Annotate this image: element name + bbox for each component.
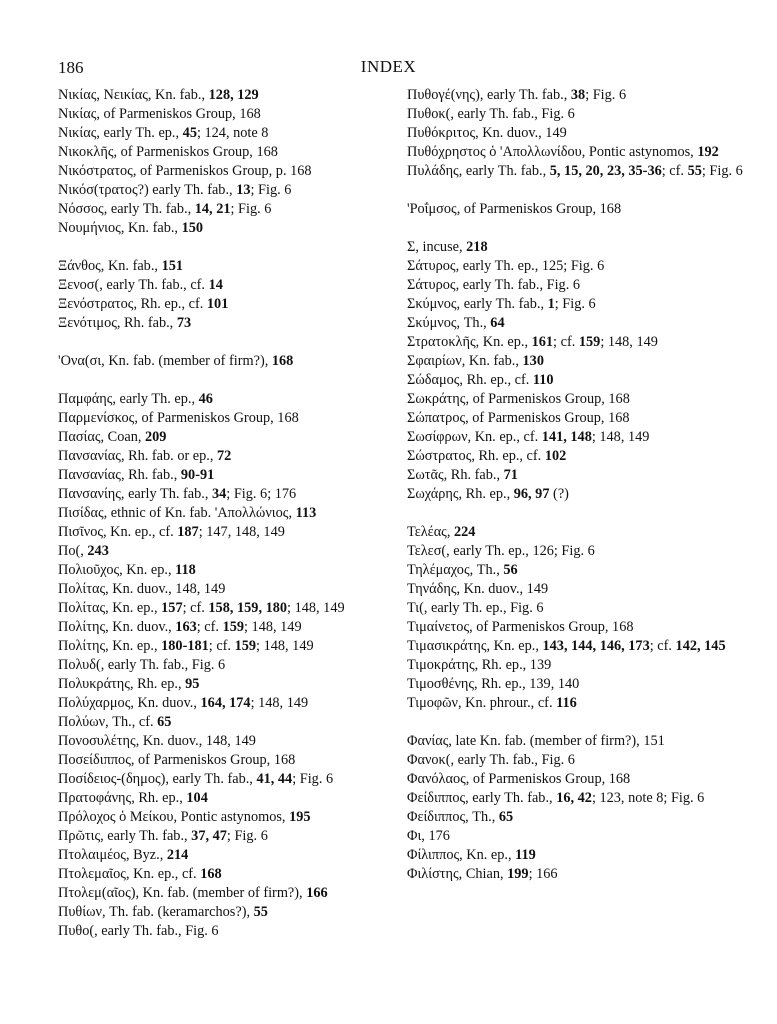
index-entry [58,542,390,561]
page-reference-bold: 209 [145,429,167,445]
page-reference-bold: 130 [522,353,544,369]
entry-text: ; 123, note 8; Fig. 6 [591,790,705,806]
index-entry [407,390,747,409]
index-entry [407,675,747,694]
index-entry [58,675,390,694]
page-reference-bold: 243 [87,543,109,559]
page-reference-bold: 218 [466,239,488,255]
index-entry [407,789,747,808]
index-entry [58,143,390,162]
page-reference-bold: 159 [234,638,257,654]
page-reference-bold: 141, 148 [541,429,592,445]
page-reference-bold: 119 [515,847,536,863]
entry-text: Τελέας, [407,524,454,540]
entry-text: Παρμενίσκος, of Parmeniskos Group, 168 [58,410,299,426]
index-entry [407,409,747,428]
entry-text: Φανοκ(, early Th. fab., Fig. 6 [407,752,575,768]
entry-text: Σώπατρος, of Parmeniskos Group, 168 [407,410,630,426]
page-reference-bold: 46 [198,391,213,407]
index-entry [407,808,747,827]
entry-text: Πρατοφάνης, Rh. ep., [58,790,187,806]
page-reference-bold: 55 [687,163,702,179]
index-entry [407,333,747,352]
page-reference-bold: 113 [295,505,317,521]
entry-text: Πτολαιμέος, Byz., [58,847,167,863]
entry-text: Σ, incuse, [407,239,467,255]
index-entry [58,124,390,143]
index-entry [407,580,747,599]
entry-text: Σωτᾶς, Rh. fab., [407,467,504,483]
entry-text: ; 148, 149 [250,695,309,711]
index-entry [58,314,390,333]
entry-text: Πολιοῦχος, Kn. ep., [58,562,176,578]
entry-text: ; 166 [528,866,558,882]
page-reference-bold: 104 [186,790,208,806]
entry-text: Πυλάδης, early Th. fab., [407,163,550,179]
entry-spacer [407,181,747,200]
index-entry [407,694,747,713]
entry-text: ; 148, 149 [256,638,314,654]
index-entry [58,846,390,865]
entry-text: Φείδιππος, Th., [407,809,499,825]
index-entry [407,751,747,770]
entry-text: Πανσανίας, Rh. fab. or ep., [58,448,218,464]
index-entry [58,694,390,713]
page-reference-bold: 180-181 [161,638,209,654]
index-entry [407,447,747,466]
index-entry [58,789,390,808]
index-entry [407,257,747,276]
entry-text: Φανίας, late Kn. fab. (member of firm?), 151 [407,733,665,749]
index-entry [58,922,390,941]
page-reference-bold: 14 [208,277,223,293]
entry-text: Ξενόστρατος, Rh. ep., cf. [58,296,207,312]
page-reference-bold: 95 [185,676,200,692]
index-entry [407,485,747,504]
index-column-left [58,86,390,941]
entry-spacer [407,219,747,238]
entry-text: Σώδαμος, Rh. ep., cf. [407,372,533,388]
index-entry [407,86,747,105]
index-entry [407,618,747,637]
index-entry [58,352,390,371]
page-reference-bold: 143, 144, 146, 173 [542,638,650,654]
index-entry [407,770,747,789]
entry-text: Πασίας, Coan, [58,429,145,445]
page-reference-bold: 192 [697,144,719,160]
entry-spacer [58,371,390,390]
index-entry [58,162,390,181]
index-entry [58,580,390,599]
entry-text: Σάτυρος, early Th. ep., 125; Fig. 6 [407,258,605,274]
page-reference-bold: 72 [217,448,232,464]
entry-text: Παμφάης, early Th. ep., [58,391,199,407]
entry-spacer [58,333,390,352]
page-reference-bold: 110 [532,372,554,388]
index-entry [58,713,390,732]
entry-text: ; cf. [553,334,579,350]
index-entry [58,656,390,675]
page-reference-bold: 128, 129 [208,87,259,103]
index-entry [407,352,747,371]
index-entry [58,447,390,466]
entry-text: Νουμήνιος, Kn. fab., [58,220,182,236]
entry-text: ; cf. [208,638,235,654]
index-entry [407,200,747,219]
index-entry [58,390,390,409]
entry-text: ; 148, 149 [244,619,302,635]
index-entry [407,295,747,314]
entry-text: Πολίτας, Kn. ep., [58,600,162,616]
entry-text: Σκύμνος, Th., [407,315,491,331]
page-reference-bold: 214 [166,847,189,863]
page-reference-bold: 102 [544,448,567,464]
entry-text: Σωχάρης, Rh. ep., [407,486,514,502]
entry-text: Πολίτης, Kn. duov., [58,619,176,635]
page-reference-bold: 34 [211,486,227,502]
index-entry [407,276,747,295]
entry-text: Πυθόχρηστος ὁ 'Απολλωνίδου, Pontic astynomos, [407,144,698,160]
index-entry [407,656,747,675]
page-reference-bold: 168 [271,353,294,369]
index-entry [58,770,390,789]
entry-text: Πολίτας, Kn. duov., 148, 149 [58,581,226,597]
page-reference-bold: 161 [531,334,554,350]
page-reference-bold: 45 [182,125,197,141]
index-entry [58,86,390,105]
entry-text: Φίλιππος, Kn. ep., [407,847,516,863]
page-reference-bold: 90-91 [180,467,215,483]
index-entry [407,162,747,181]
entry-text: Σώστρατος, Rh. ep., cf. [407,448,545,464]
entry-text: Πανσανίης, early Th. fab., [58,486,212,502]
entry-text: Φι, 176 [407,828,450,844]
page-reference-bold: 13 [236,182,251,198]
entry-text: Πυθο(, early Th. fab., Fig. 6 [58,923,219,939]
index-entry [58,485,390,504]
index-entry [58,751,390,770]
entry-text: Τιμοσθένης, Rh. ep., 139, 140 [407,676,580,692]
entry-text: Πυθογέ(νης), early Th. fab., [407,87,571,103]
page-reference-bold: 158, 159, 180 [208,600,288,616]
index-entry [407,827,747,846]
entry-text: Σκύμνος, early Th. fab., [407,296,548,312]
entry-text: Πυθοκ(, early Th. fab., Fig. 6 [407,106,575,122]
page-number: 186 [58,58,84,77]
entry-text: Σφαιρίων, Kn. fab., [407,353,523,369]
entry-text: ; Fig. 6; 176 [226,486,297,502]
entry-text: Ποσείδιππος, of Parmeniskos Group, 168 [58,752,296,768]
page-reference-bold: 151 [161,258,184,274]
index-entry [58,200,390,219]
page-reference-bold: 41, 44 [256,771,293,787]
entry-text: Πρῶτις, early Th. fab., [58,828,192,844]
entry-text: Πτολεμαῖος, Kn. ep., cf. [58,866,201,882]
entry-text: Πισίδας, ethnic of Kn. fab. 'Απολλώνιος, [58,505,296,521]
page-reference-bold: 101 [206,296,229,312]
entry-text: Σωσίφρων, Kn. ep., cf. [407,429,542,445]
page-reference-bold: 55 [253,904,268,920]
index-entry [407,238,747,257]
index-entry [407,143,747,162]
entry-text: Τι(, early Th. ep., Fig. 6 [407,600,544,616]
entry-text: 'Ροΐμσος, of Parmeniskos Group, 168 [407,201,622,217]
page-reference-bold: 163 [175,619,197,635]
entry-text: Ποσίδειος-(δημος), early Th. fab., [58,771,257,787]
index-entry [407,846,747,865]
entry-text: Πολυκράτης, Rh. ep., [58,676,186,692]
page-reference-bold: 142, 145 [675,638,726,654]
index-entry [407,599,747,618]
entry-text: ; Fig. 6 [292,771,334,787]
page-reference-bold: 195 [289,809,311,825]
page-reference-bold: 159 [222,619,245,635]
page-reference-bold: 64 [490,315,505,331]
index-entry [407,561,747,580]
index-entry [58,599,390,618]
entry-text: Νικόστρατος, of Parmeniskos Group, p. 168 [58,163,312,179]
page-reference-bold: 96, 97 [513,486,550,502]
entry-text: Τιμασικράτης, Kn. ep., [407,638,543,654]
entry-text: Πανσανίας, Rh. fab., [58,467,181,483]
index-entry [407,314,747,333]
entry-text: Πολύων, Th., cf. [58,714,158,730]
entry-text: Ξενοσ(, early Th. fab., cf. [58,277,209,293]
entry-text: Νόσσος, early Th. fab., [58,201,195,217]
page-reference-bold: 157 [161,600,183,616]
entry-text: ; 148, 149 [591,429,650,445]
index-entry [58,295,390,314]
index-entry [58,181,390,200]
index-entry [58,637,390,656]
index-entry [407,371,747,390]
index-entry [58,504,390,523]
entry-text: Στρατοκλῆς, Kn. ep., [407,334,532,350]
entry-text: ; Fig. 6 [230,201,272,217]
index-entry [407,542,747,561]
entry-text: Πολίτης, Kn. ep., [58,638,162,654]
page-reference-bold: 38 [570,87,586,103]
page-reference-bold: 164, 174 [200,695,251,711]
entry-text: Πονοσυλέτης, Kn. duov., 148, 149 [58,733,256,749]
entry-spacer [58,238,390,257]
page-reference-bold: 224 [454,524,476,540]
index-entry [407,637,747,656]
page-reference-bold: 116 [556,695,577,711]
index-entry [58,808,390,827]
entry-text: Πτολεμ(αῖος), Kn. fab. (member of firm?), [58,885,307,901]
index-entry [407,865,747,884]
entry-text: ; cf. [649,638,676,654]
page-reference-bold: 14, 21 [194,201,231,217]
entry-text: Νικόσ(τρατος?) early Th. fab., [58,182,237,198]
page-reference-bold: 159 [578,334,601,350]
entry-text: Τιμαίνετος, of Parmeniskos Group, 168 [407,619,634,635]
page-reference-bold: 16, 42 [556,790,592,806]
entry-text: ; 124, note 8 [196,125,269,141]
page-reference-bold: 168 [200,866,222,882]
page-reference-bold: 71 [503,467,518,483]
entry-text: ; Fig. 6 [585,87,627,103]
entry-text: Φανόλαος, of Parmeniskos Group, 168 [407,771,631,787]
index-entry [58,732,390,751]
entry-text: Πο(, [58,543,88,559]
entry-text: Νικίας, early Th. ep., [58,125,183,141]
index-entry [58,903,390,922]
entry-text: Φείδιππος, early Th. fab., [407,790,557,806]
index-entry [407,732,747,751]
entry-text: Πολυδ(, early Th. fab., Fig. 6 [58,657,226,673]
index-column-right [407,86,747,884]
page-reference-bold: 65 [498,809,514,825]
entry-text: Ξενότιμος, Rh. fab., [58,315,177,331]
page-title: INDEX [360,57,417,76]
page-reference-bold: 187 [177,524,199,540]
index-entry [58,105,390,124]
entry-text: Πρόλοχος ὁ Μείκου, Pontic astynomos, [58,809,290,825]
entry-text: Φιλίστης, Chian, [407,866,508,882]
index-entry [407,523,747,542]
page-reference-bold: 166 [306,885,328,901]
index-entry [58,884,390,903]
page-reference-bold: 1 [547,296,555,312]
index-entry [58,523,390,542]
entry-text: Πισῖνος, Kn. ep., cf. [58,524,178,540]
entry-text: ; Fig. 6 [554,296,596,312]
entry-text: ; Fig. 6 [250,182,292,198]
entry-text: Ξάνθος, Kn. fab., [58,258,162,274]
entry-text: Σάτυρος, early Th. fab., Fig. 6 [407,277,580,293]
index-entry [58,466,390,485]
entry-text: Νικίας, Νεικίας, Kn. fab., [58,87,209,103]
entry-text: Τιμοφῶν, Kn. phrour., cf. [407,695,557,711]
page-reference-bold: 65 [157,714,172,730]
index-entry [58,409,390,428]
index-entry [407,428,747,447]
entry-text: ; 148, 149 [287,600,345,616]
entry-spacer [407,713,747,732]
entry-text: Πολύχαρμος, Kn. duov., [58,695,201,711]
index-entry [58,561,390,580]
page-reference-bold: 73 [176,315,192,331]
index-entry [58,257,390,276]
index-entry [407,105,747,124]
entry-text: Τελεσ(, early Th. ep., 126; Fig. 6 [407,543,595,559]
entry-text: ; cf. [182,600,209,616]
index-entry [58,618,390,637]
entry-text: Σωκράτης, of Parmeniskos Group, 168 [407,391,630,407]
entry-text: (?) [549,486,569,502]
page-reference-bold: 150 [181,220,204,236]
entry-text: ; cf. [196,619,223,635]
entry-text: Τηνάδης, Kn. duov., 149 [407,581,549,597]
entry-text: ; 148, 149 [600,334,658,350]
entry-text: Πυθόκριτος, Kn. duov., 149 [407,125,567,141]
index-entry [58,865,390,884]
page-reference-bold: 56 [503,562,518,578]
index-entry [58,827,390,846]
entry-text: Νικοκλῆς, of Parmeniskos Group, 168 [58,144,278,160]
entry-text: 'Ονα(σι, Kn. fab. (member of firm?), [58,353,272,369]
index-entry [58,276,390,295]
entry-text: ; Fig. 6 [701,163,743,179]
page-reference-bold: 5, 15, 20, 23, 35-36 [549,163,662,179]
index-entry [58,428,390,447]
entry-text: ; cf. [661,163,688,179]
entry-text: Πυθίων, Th. fab. (keramarchos?), [58,904,254,920]
page-reference-bold: 199 [507,866,529,882]
page-reference-bold: 118 [175,562,196,578]
entry-text: ; 147, 148, 149 [198,524,285,540]
entry-text: ; Fig. 6 [226,828,268,844]
index-entry [407,124,747,143]
entry-text: Τιμοκράτης, Rh. ep., 139 [407,657,552,673]
page-reference-bold: 37, 47 [191,828,227,844]
index-entry [407,466,747,485]
index-entry [58,219,390,238]
entry-text: Νικίας, of Parmeniskos Group, 168 [58,106,261,122]
entry-text: Τηλέμαχος, Th., [407,562,504,578]
entry-spacer [407,504,747,523]
